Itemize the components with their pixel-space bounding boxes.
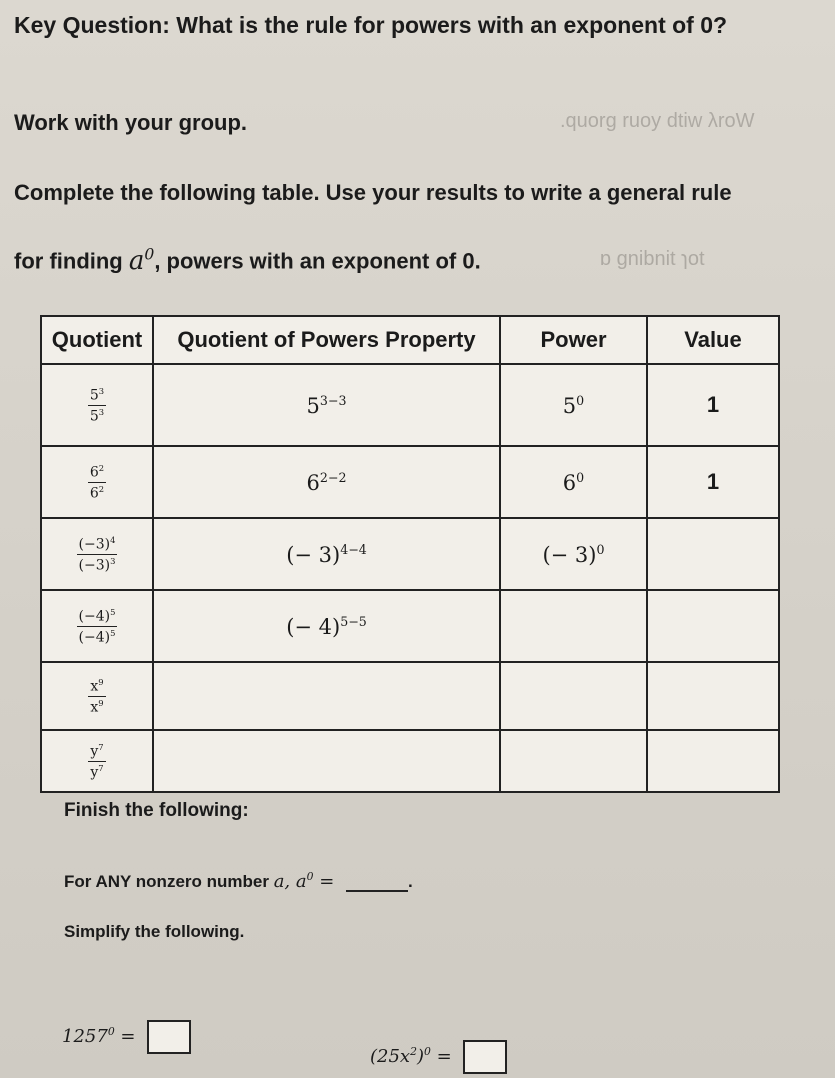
finish-label: Finish the following:	[64, 800, 249, 821]
quotient-cell	[41, 446, 153, 518]
quotient-fraction: $\frac{5^3}{5^3}$	[89, 385, 105, 425]
table-row	[41, 446, 779, 518]
power-cell[interactable]	[500, 662, 647, 730]
table-row	[41, 590, 779, 662]
quotient-cell	[41, 518, 153, 590]
table-row	[41, 730, 779, 792]
value-cell[interactable]: 1	[647, 446, 779, 518]
exponent-table	[40, 315, 780, 793]
value-cell[interactable]	[647, 518, 779, 590]
quotient-cell	[41, 364, 153, 446]
bleed-through-text: ɒ gnibnit ɿot	[600, 248, 705, 270]
complete-table-instruction: Complete the following table. Use your results to write a general rule	[14, 180, 732, 205]
variable-a: $a^0$	[128, 245, 155, 276]
quotient-fraction: $\frac{6^2}{6^2}$	[89, 462, 105, 502]
nonzero-rule-statement: For ANY nonzero number a, $a^0$ = .	[64, 870, 413, 892]
property-cell[interactable]	[153, 662, 500, 730]
quotient-cell	[41, 662, 153, 730]
quotient-fraction: $\frac{(-3)^4}{(-3)^3}$	[78, 534, 116, 574]
value-cell[interactable]	[647, 590, 779, 662]
header-quotient: Quotient	[41, 316, 153, 364]
table-row	[41, 364, 779, 446]
quotient-fraction: $\frac{y^7}{y^7}$	[90, 741, 104, 781]
quotient-fraction: $\frac{(-4)^5}{(-4)^5}$	[78, 606, 116, 646]
value-cell[interactable]: 1	[647, 364, 779, 446]
header-quotient-property: Quotient of Powers Property	[153, 316, 500, 364]
table-header-row	[41, 316, 779, 364]
value-cell[interactable]	[647, 662, 779, 730]
power-cell[interactable]	[500, 730, 647, 792]
power-cell[interactable]: $5^0$	[500, 364, 647, 446]
header-power: Power	[500, 316, 647, 364]
answer-box-2[interactable]	[463, 1040, 507, 1074]
answer-blank[interactable]	[346, 872, 408, 892]
quotient-cell	[41, 590, 153, 662]
power-cell[interactable]: (− 3)$^0$	[500, 518, 647, 590]
property-cell[interactable]: (− 3)$^{4-4}$	[153, 518, 500, 590]
property-cell[interactable]: $5^{3-3}$	[153, 364, 500, 446]
work-with-group-instruction: Work with your group.	[14, 110, 248, 135]
table-row	[41, 518, 779, 590]
power-cell[interactable]	[500, 590, 647, 662]
bleed-through-text: .quorg ruoy dtiw λroW	[560, 110, 755, 132]
exercise-1: $1257^0$ =	[62, 1020, 191, 1054]
simplify-label: Simplify the following.	[64, 922, 245, 941]
property-cell[interactable]	[153, 730, 500, 792]
quotient-cell	[41, 730, 153, 792]
property-cell[interactable]: $6^{2-2}$	[153, 446, 500, 518]
exercise-2: $(25x^2)^0$ =	[370, 1040, 507, 1074]
power-cell[interactable]: $6^0$	[500, 446, 647, 518]
finding-rule-instruction: for finding $a^0$, powers with an exponent of 0.	[14, 245, 481, 276]
property-cell[interactable]: (− 4)$^{5-5}$	[153, 590, 500, 662]
table-row	[41, 662, 779, 730]
quotient-fraction: $\frac{x^9}{x^9}$	[90, 676, 104, 716]
answer-box-1[interactable]	[147, 1020, 191, 1054]
value-cell[interactable]	[647, 730, 779, 792]
header-value: Value	[647, 316, 779, 364]
key-question: Key Question: What is the rule for powers with an exponent of 0?	[14, 12, 728, 38]
